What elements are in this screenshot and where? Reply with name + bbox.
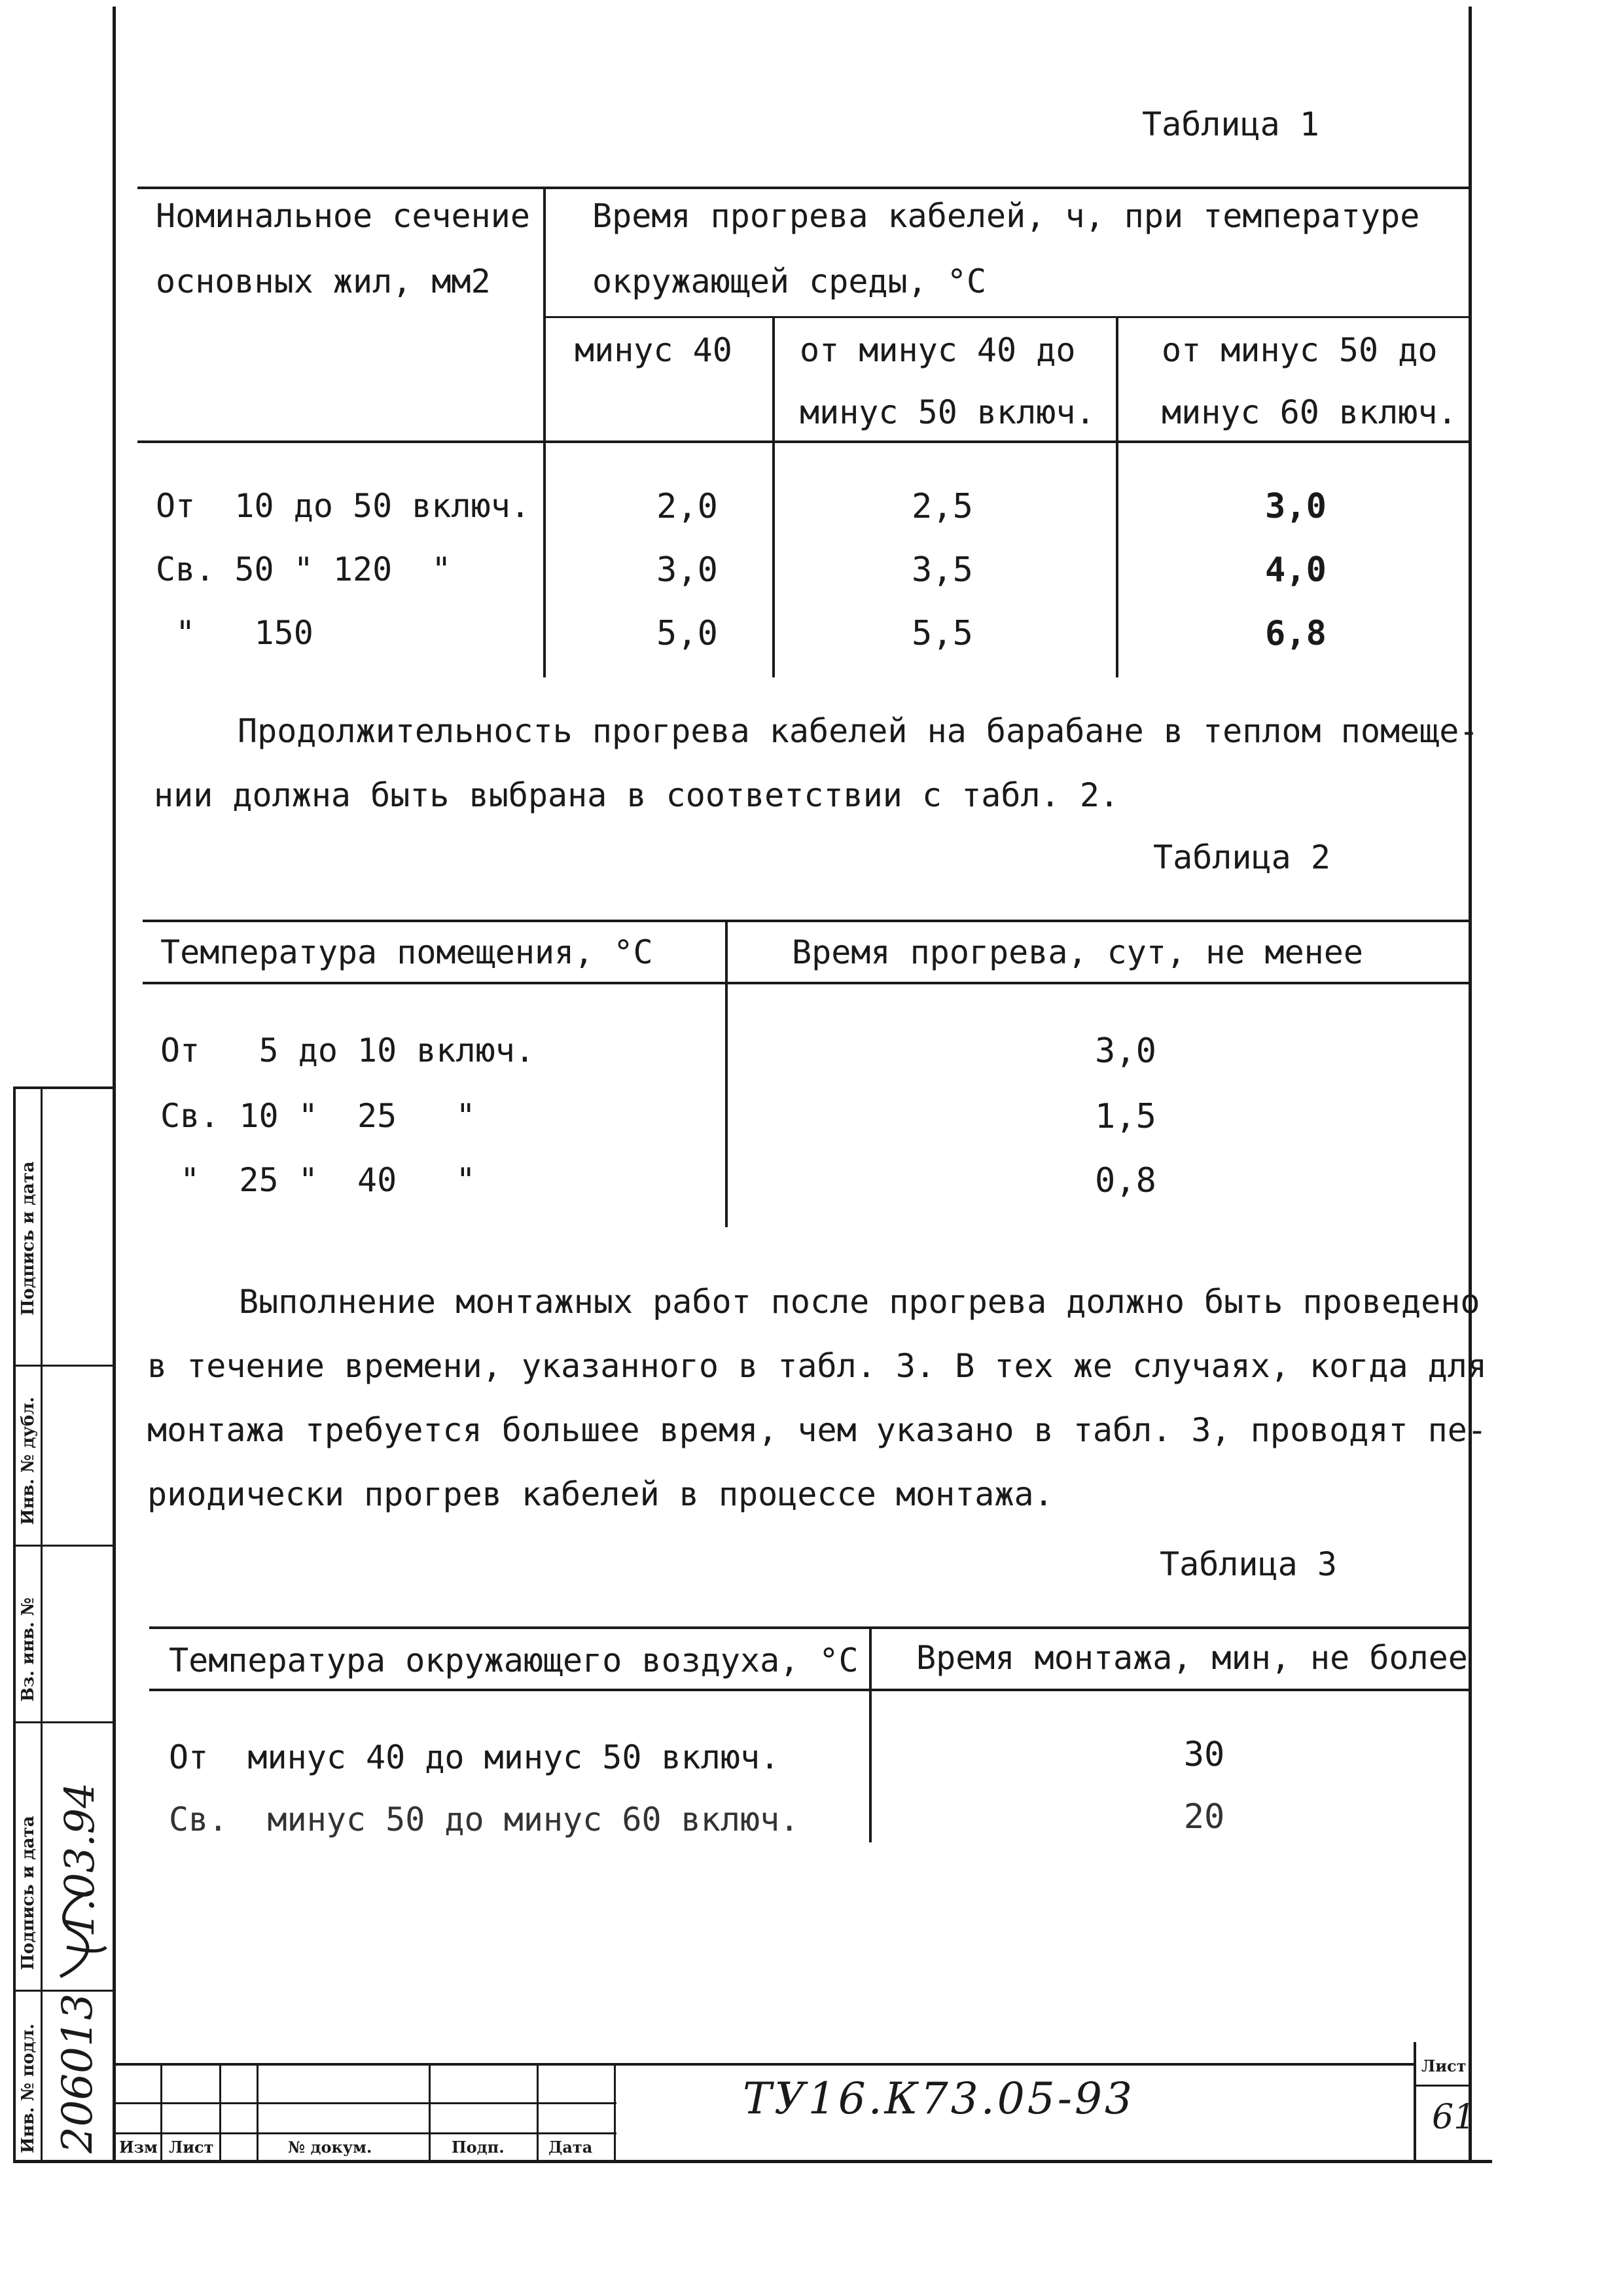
table1-row-2-label: Св. 50 " 120 " bbox=[156, 550, 452, 588]
side-margin-rule-4 bbox=[13, 1990, 115, 1992]
table1-caption: Таблица 1 bbox=[1142, 105, 1319, 143]
paragraph-2-line-3: монтажа требуется большее время, чем указано в табл. 3, проводят пе- bbox=[147, 1411, 1487, 1449]
title-block-doc-code: ТУ16.К73.05-93 bbox=[743, 2073, 1135, 2124]
table1-subhead-3-line2: минус 60 включ. bbox=[1162, 393, 1457, 431]
paragraph-2-line-2: в течение времени, указанного в табл. 3. В тех же случаях, когда для bbox=[147, 1347, 1487, 1385]
side-margin-outer-border bbox=[13, 1086, 16, 2163]
title-block-sheet-box-rule bbox=[1414, 2085, 1470, 2087]
paragraph-1-line-1: Продолжительность прогрева кабелей на барабане в теплом помеще- bbox=[238, 712, 1479, 750]
side-label-vz-inv: Вз. инв. № bbox=[18, 1597, 38, 1702]
table2-row-3-label: " 25 " 40 " bbox=[160, 1161, 476, 1199]
table1-subhead-2-line1: от минус 40 до bbox=[800, 331, 1076, 369]
title-block-row-rule bbox=[113, 2102, 616, 2104]
table1-head-group-line2: окружающей среды, °С bbox=[592, 262, 987, 300]
handwritten-date: 1.03.94 bbox=[56, 1782, 103, 1937]
side-margin-top-rule bbox=[13, 1086, 115, 1089]
table2-caption: Таблица 2 bbox=[1153, 838, 1330, 876]
table1-row-2-value-3: 4,0 bbox=[1265, 550, 1327, 590]
side-label-inv-podl: Инв. № подл. bbox=[18, 2023, 38, 2153]
table1-row-3-label: " 150 bbox=[156, 614, 313, 652]
table1-header-bottom-rule bbox=[137, 440, 1469, 443]
title-block-vline-3 bbox=[257, 2063, 259, 2161]
table1-subhead-1-line1: минус 40 bbox=[575, 331, 732, 369]
title-block-sheet-label: Лист bbox=[1421, 2056, 1467, 2075]
table1-subhead-3-line1: от минус 50 до bbox=[1162, 331, 1438, 369]
table1-row-1-value-1: 2,0 bbox=[656, 487, 718, 526]
title-block-label-nom-dokum: № докум. bbox=[288, 2138, 372, 2157]
table2-top-rule bbox=[143, 920, 1471, 922]
title-block-vline-4 bbox=[429, 2063, 431, 2161]
side-label-podpis-data-bottom: Подпись и дата bbox=[18, 1816, 38, 1970]
table3-row-1-value: 30 bbox=[1183, 1735, 1225, 1774]
title-block-vline-2 bbox=[219, 2063, 221, 2161]
table1-vline-1 bbox=[543, 187, 546, 677]
table1-head-group-line1: Время прогрева кабелей, ч, при температуре bbox=[592, 197, 1420, 235]
paragraph-1-line-2: нии должна быть выбрана в соответствии с табл. 2. bbox=[154, 776, 1120, 814]
table2-header-bottom-rule bbox=[143, 982, 1471, 984]
table3-vline bbox=[869, 1626, 872, 1842]
table1-row-1-value-2: 2,5 bbox=[912, 487, 973, 526]
table1-head-col1-line2: основных жил, мм2 bbox=[156, 262, 491, 300]
table3-header-bottom-rule bbox=[149, 1689, 1471, 1691]
table1-row-3-value-1: 5,0 bbox=[656, 614, 718, 653]
side-label-podpis-data-top: Подпись и дата bbox=[18, 1161, 38, 1316]
frame-right-border bbox=[1469, 7, 1472, 2160]
table1-row-3-value-3: 6,8 bbox=[1265, 614, 1327, 653]
table1-row-1-label: От 10 до 50 включ. bbox=[156, 487, 530, 525]
title-block-label-izm: Изм bbox=[119, 2138, 158, 2157]
table2-vline bbox=[725, 920, 728, 1227]
side-margin-inner-border bbox=[41, 1086, 43, 2163]
table1-row-2-value-2: 3,5 bbox=[912, 550, 973, 590]
table2-head-col1: Температура помещения, °С bbox=[160, 933, 653, 971]
table2-row-1-value: 3,0 bbox=[1095, 1031, 1156, 1071]
frame-bottom-border bbox=[13, 2160, 1492, 2163]
table1-row-3-value-2: 5,5 bbox=[912, 614, 973, 653]
table1-row-2-value-1: 3,0 bbox=[656, 550, 718, 590]
title-block-sheet-box-left bbox=[1414, 2042, 1416, 2160]
table3-head-col2: Время монтажа, мин, не более bbox=[916, 1639, 1468, 1677]
title-block-sheet-number: 61 bbox=[1432, 2098, 1476, 2137]
table2-row-2-value: 1,5 bbox=[1095, 1097, 1156, 1136]
side-margin-rule-1 bbox=[13, 1365, 115, 1367]
table1-vline-2 bbox=[772, 316, 775, 677]
title-block-vline-1 bbox=[160, 2063, 162, 2161]
table1-top-rule bbox=[137, 187, 1469, 189]
paragraph-2-line-1: Выполнение монтажных работ после прогрева должно быть проведено bbox=[239, 1283, 1480, 1321]
table3-caption: Таблица 3 bbox=[1160, 1545, 1337, 1583]
table3-top-rule bbox=[149, 1626, 1471, 1629]
handwritten-signature bbox=[47, 1885, 113, 1983]
table3-head-col1: Температура окружающего воздуха, °С bbox=[169, 1641, 859, 1679]
title-block-label-rule bbox=[113, 2132, 616, 2134]
side-margin-rule-2 bbox=[13, 1545, 115, 1547]
table2-row-3-value: 0,8 bbox=[1095, 1161, 1156, 1200]
paragraph-1 bbox=[154, 699, 1478, 827]
table3-row-1-label: От минус 40 до минус 50 включ. bbox=[169, 1738, 780, 1776]
frame-left-border bbox=[113, 7, 116, 2161]
table2-row-2-label: Св. 10 " 25 " bbox=[160, 1097, 476, 1135]
table1-group-rule bbox=[543, 316, 1469, 318]
title-block-top-rule bbox=[113, 2063, 1415, 2066]
handwritten-inv-number: 206013 bbox=[54, 1993, 102, 2153]
side-margin-rule-3 bbox=[13, 1721, 115, 1723]
title-block-vline-6 bbox=[614, 2063, 616, 2161]
table1-row-1-value-3: 3,0 bbox=[1265, 487, 1327, 526]
title-block-label-list: Лист bbox=[169, 2138, 214, 2157]
table2-head-col2: Время прогрева, сут, не менее bbox=[792, 933, 1363, 971]
side-label-inv-dubl: Инв. № дубл. bbox=[18, 1397, 38, 1525]
title-block-label-podp: Подп. bbox=[452, 2138, 505, 2157]
title-block-vline-5 bbox=[537, 2063, 539, 2161]
title-block-label-data: Дата bbox=[548, 2138, 593, 2157]
paragraph-2-line-4: риодически прогрев кабелей в процессе монтажа. bbox=[147, 1475, 1054, 1513]
table3-row-2-label: Св. минус 50 до минус 60 включ. bbox=[169, 1801, 800, 1839]
table3-row-2-value: 20 bbox=[1183, 1797, 1225, 1837]
table2-row-1-label: От 5 до 10 включ. bbox=[160, 1031, 535, 1069]
table1-head-col1-line1: Номинальное сечение bbox=[156, 197, 530, 235]
table1-vline-3 bbox=[1116, 316, 1118, 677]
paragraph-2 bbox=[147, 1270, 1487, 1526]
table1-subhead-2-line2: минус 50 включ. bbox=[800, 393, 1096, 431]
